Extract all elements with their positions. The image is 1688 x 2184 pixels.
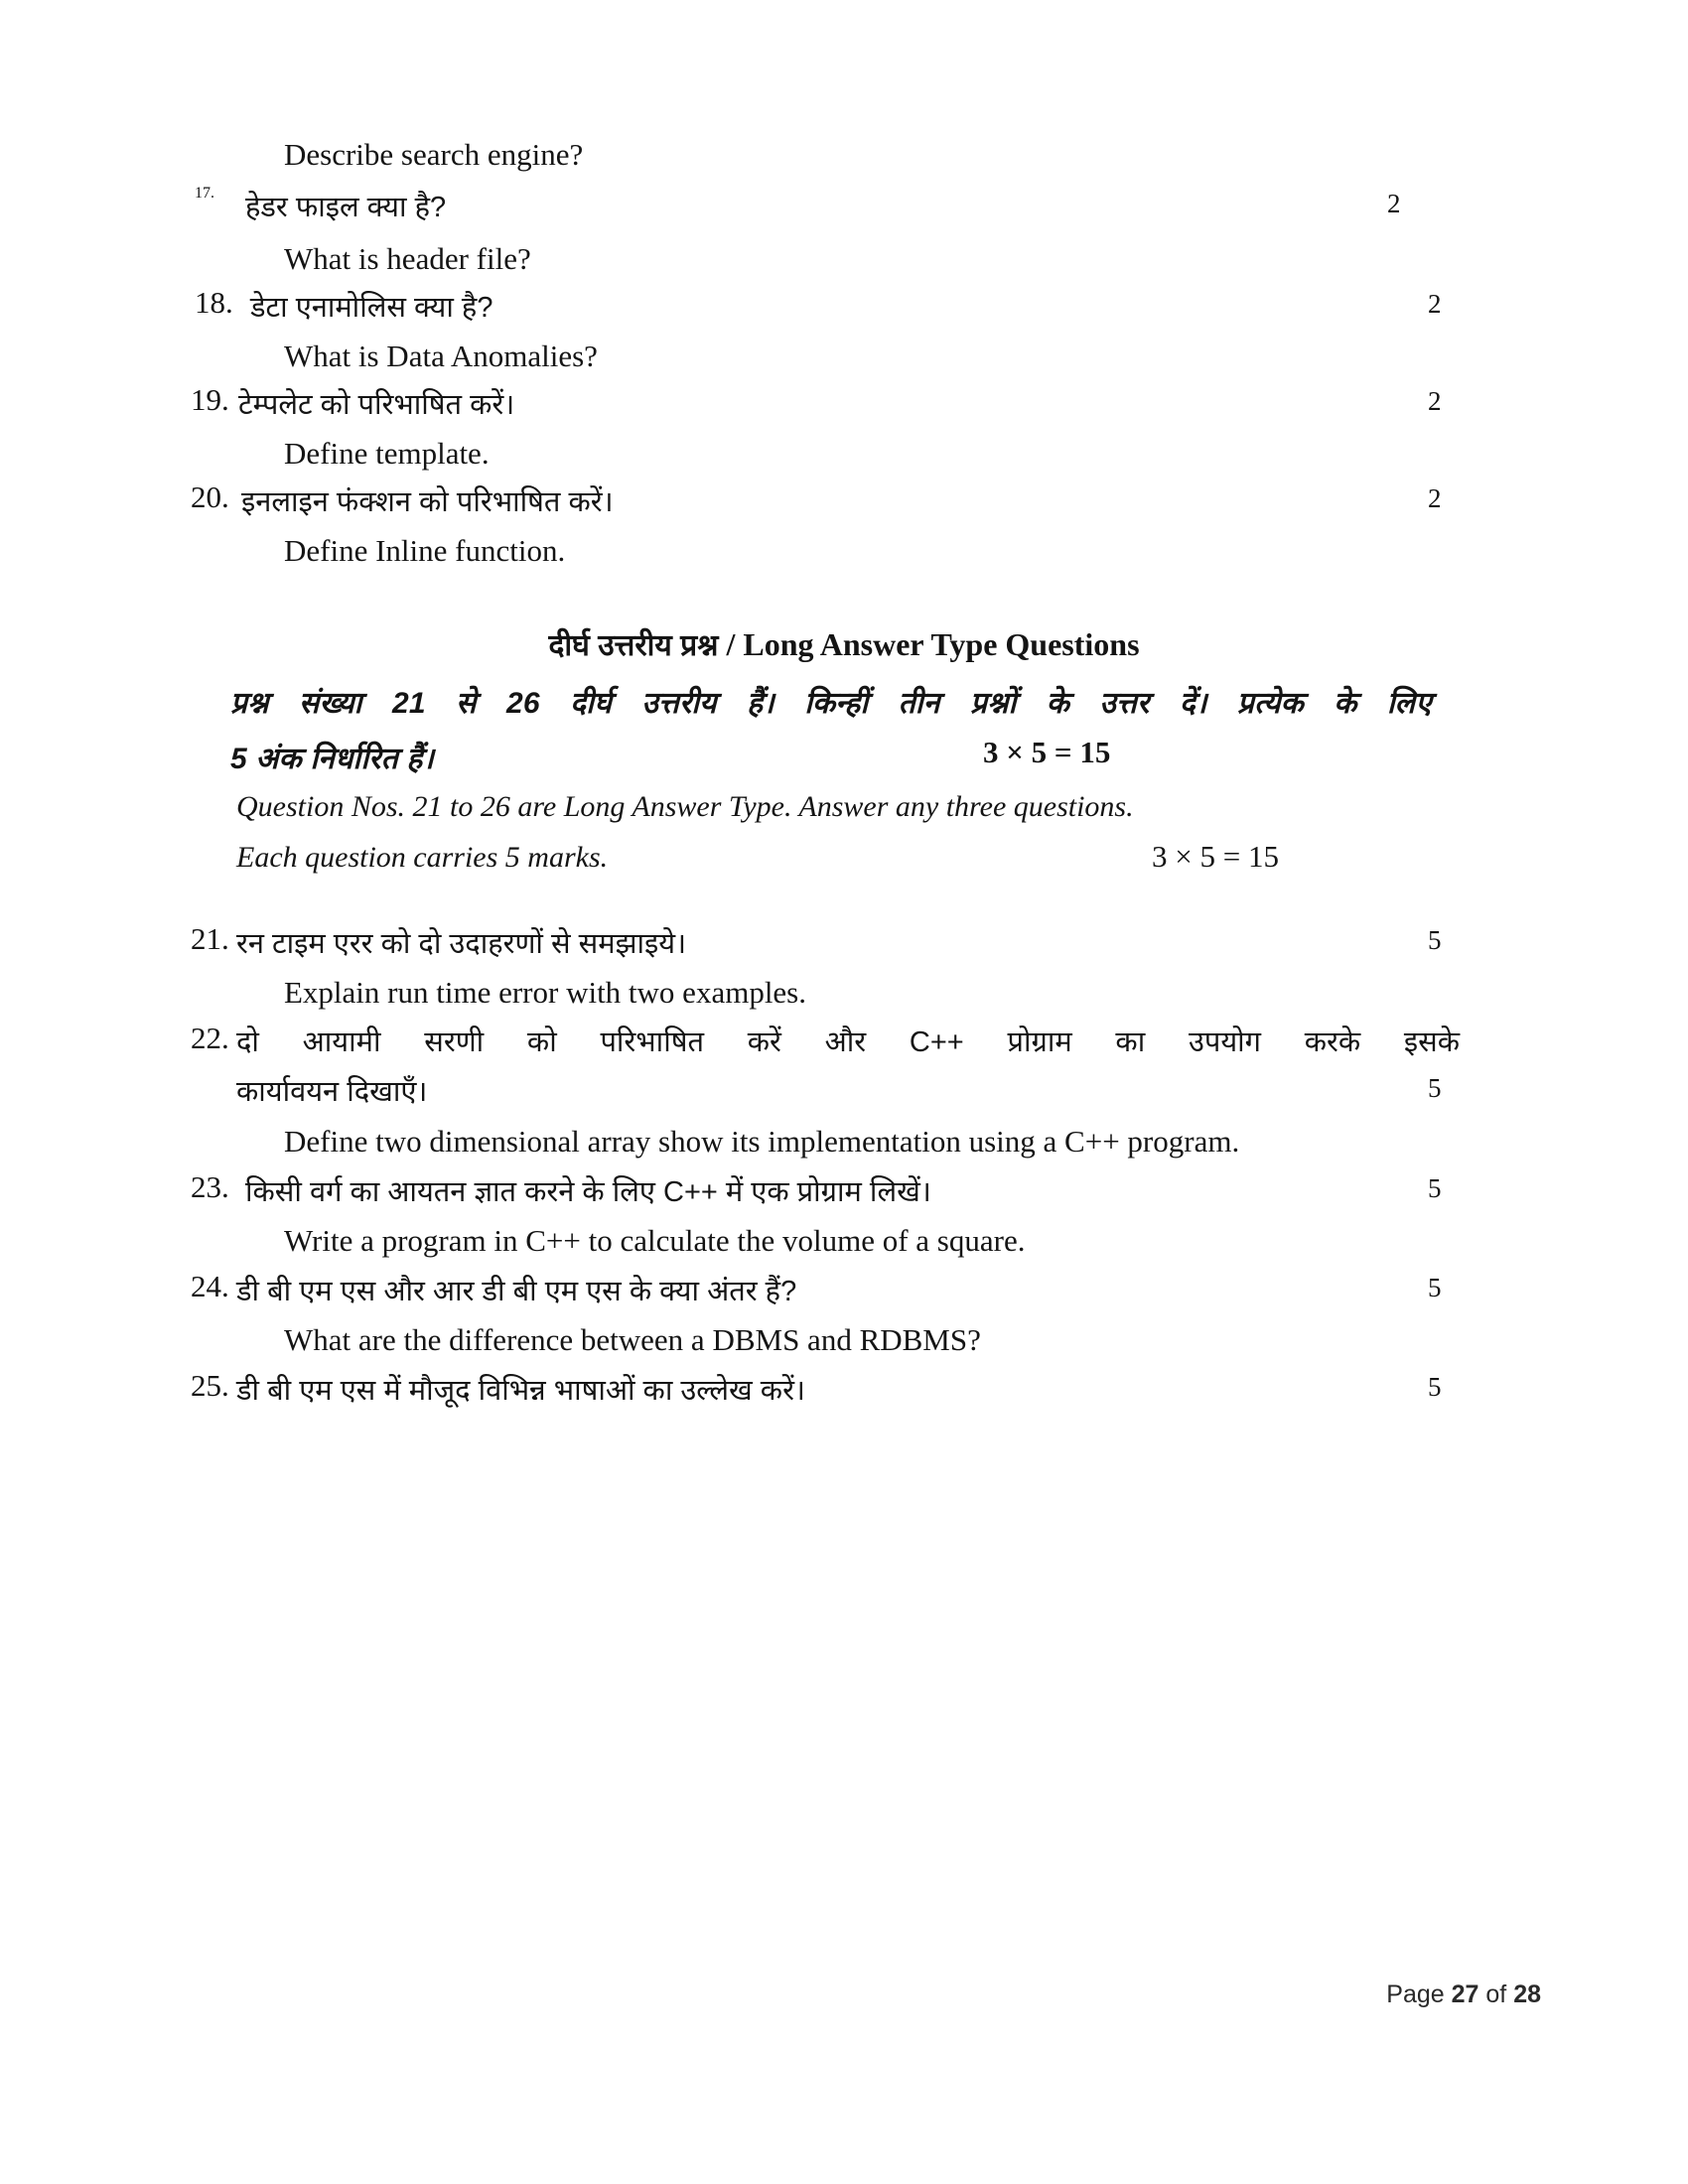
question-17-marks: 2 [1387, 189, 1401, 218]
question-18-number: 18. [195, 285, 233, 320]
instruction-hindi-line-2: 5 अंक निर्धारित हैं। [230, 743, 435, 775]
question-18-english: What is Data Anomalies? [284, 339, 598, 373]
instruction-hindi-marks: 3 × 5 = 15 [983, 735, 1111, 769]
footer-current-page: 27 [1451, 1980, 1479, 2008]
question-23-marks: 5 [1428, 1173, 1442, 1203]
footer-prefix: Page [1386, 1980, 1452, 2008]
question-17-hindi: हेडर फाइल क्या है? [245, 192, 447, 223]
question-19-english: Define template. [284, 436, 490, 471]
question-22-english: Define two dimensional array show its implementation using a C++ program. [284, 1124, 1240, 1159]
question-21-number: 21. [191, 921, 229, 956]
footer-total-pages: 28 [1513, 1980, 1541, 2008]
question-21-english: Explain run time error with two examples. [284, 975, 807, 1010]
question-23-english: Write a program in C++ to calculate the volume of a square. [284, 1223, 1026, 1258]
question-18-marks: 2 [1428, 289, 1442, 319]
instruction-hindi-line-1: प्रश्न संख्या 21 से 26 दीर्घ उत्तरीय हैं। किन्हीं तीन प्रश्नों के उत्तर दें। प्रत्येक के लिए [230, 687, 1432, 720]
question-20-english: Define Inline function. [284, 533, 566, 568]
question-21-marks: 5 [1428, 925, 1442, 955]
instruction-english-line-2: Each question carries 5 marks. [236, 841, 609, 874]
question-25-hindi-line-1: डी बी एम एस में मौजूद विभिन्न भाषाओं का उल्लेख करें। [236, 1375, 805, 1407]
question-16-english-continuation: Describe search engine? [284, 137, 584, 172]
question-21-hindi-line-1: रन टाइम एरर को दो उदाहरणों से समझाइये। [236, 928, 687, 960]
question-25-marks: 5 [1428, 1372, 1442, 1402]
question-17-number: 17. [195, 185, 214, 202]
question-24-marks: 5 [1428, 1273, 1442, 1302]
instruction-english-marks: 3 × 5 = 15 [1152, 839, 1279, 874]
footer-middle: of [1478, 1980, 1514, 2008]
question-22-marks: 5 [1428, 1073, 1442, 1103]
question-25-number: 25. [191, 1368, 229, 1403]
section-heading-separator: / [718, 626, 744, 662]
question-17-english: What is header file? [284, 241, 531, 276]
question-23-number: 23. [191, 1169, 229, 1204]
section-heading-english: Long Answer Type Questions [743, 626, 1140, 662]
question-24-number: 24. [191, 1269, 229, 1303]
section-heading [0, 623, 1688, 664]
question-24-hindi-line-1: डी बी एम एस और आर डी बी एम एस के क्या अंतर हैं? [236, 1276, 797, 1307]
question-23-hindi-line-1: किसी वर्ग का आयतन ज्ञात करने के लिए C++ में एक प्रोग्राम लिखें। [245, 1176, 931, 1208]
question-19-marks: 2 [1428, 386, 1442, 416]
question-22-hindi-line-2: कार्यावयन दिखाएँ। [236, 1076, 428, 1108]
section-heading-hindi: दीर्घ उत्तरीय प्रश्न [548, 629, 719, 662]
instruction-english-line-1: Question Nos. 21 to 26 are Long Answer Type. Answer any three questions. [236, 790, 1134, 823]
question-22-number: 22. [191, 1021, 229, 1055]
question-19-number: 19. [191, 382, 229, 417]
question-20-marks: 2 [1428, 483, 1442, 513]
question-19-hindi: टेम्पलेट को परिभाषित करें। [238, 389, 515, 421]
question-20-number: 20. [191, 479, 229, 514]
question-22-hindi-line-1: दो आयामी सरणी को परिभाषित करें और C++ प्रोग्राम का उपयोग करके इसके [236, 1026, 1460, 1058]
question-24-english: What are the difference between a DBMS and RDBMS? [284, 1322, 981, 1357]
page-footer [1386, 1980, 1541, 2009]
question-20-hindi: इनलाइन फंक्शन को परिभाषित करें। [241, 486, 614, 518]
question-18-hindi: डेटा एनामोलिस क्या है? [250, 292, 493, 324]
